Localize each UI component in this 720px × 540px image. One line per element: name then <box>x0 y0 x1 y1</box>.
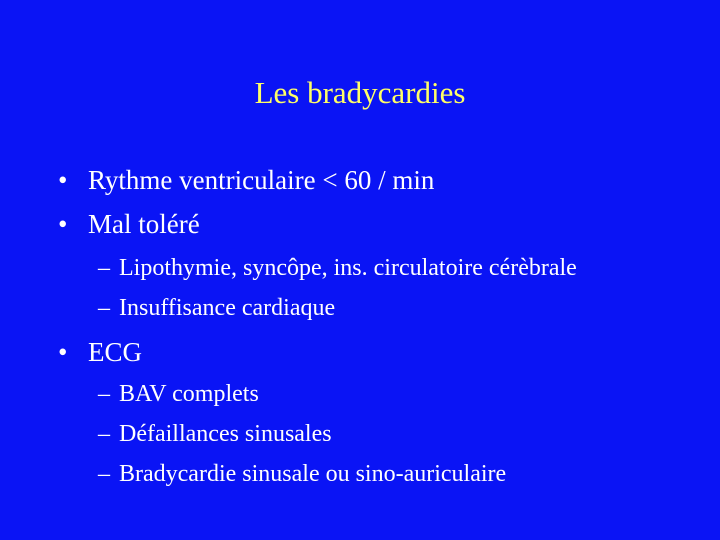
sub-marker: – <box>98 461 110 487</box>
sub-marker: – <box>98 255 110 281</box>
bullet-text: Rythme ventriculaire < 60 / min <box>88 165 435 195</box>
sub-text: Insuffisance cardiaque <box>119 295 336 321</box>
sub-item-defaillances <box>98 420 332 449</box>
sub-marker: – <box>98 421 110 447</box>
sub-marker: – <box>98 295 110 321</box>
bullet-item-rhythm <box>58 164 434 196</box>
sub-text: Bradycardie sinusale ou sino-auriculaire <box>119 461 507 487</box>
slide-title: Les bradycardies <box>254 75 466 110</box>
sub-text: Défaillances sinusales <box>119 421 332 447</box>
sub-text: Lipothymie, syncôpe, ins. circulatoire cérèbrale <box>119 255 577 281</box>
bullet-marker: • <box>58 165 68 195</box>
sub-item-bradycardie-sinusale <box>98 460 506 489</box>
bullet-marker: • <box>58 337 68 367</box>
sub-item-insuffisance <box>98 294 335 323</box>
bullet-item-ecg <box>58 336 142 368</box>
sub-marker: – <box>98 381 110 407</box>
bullet-text: ECG <box>88 337 142 367</box>
bullet-item-tolerance <box>58 208 200 240</box>
sub-text: BAV complets <box>119 381 259 407</box>
bullet-marker: • <box>58 209 68 239</box>
sub-item-lipothymie <box>98 254 577 283</box>
bullet-text: Mal toléré <box>88 209 200 239</box>
sub-item-bav <box>98 380 259 409</box>
